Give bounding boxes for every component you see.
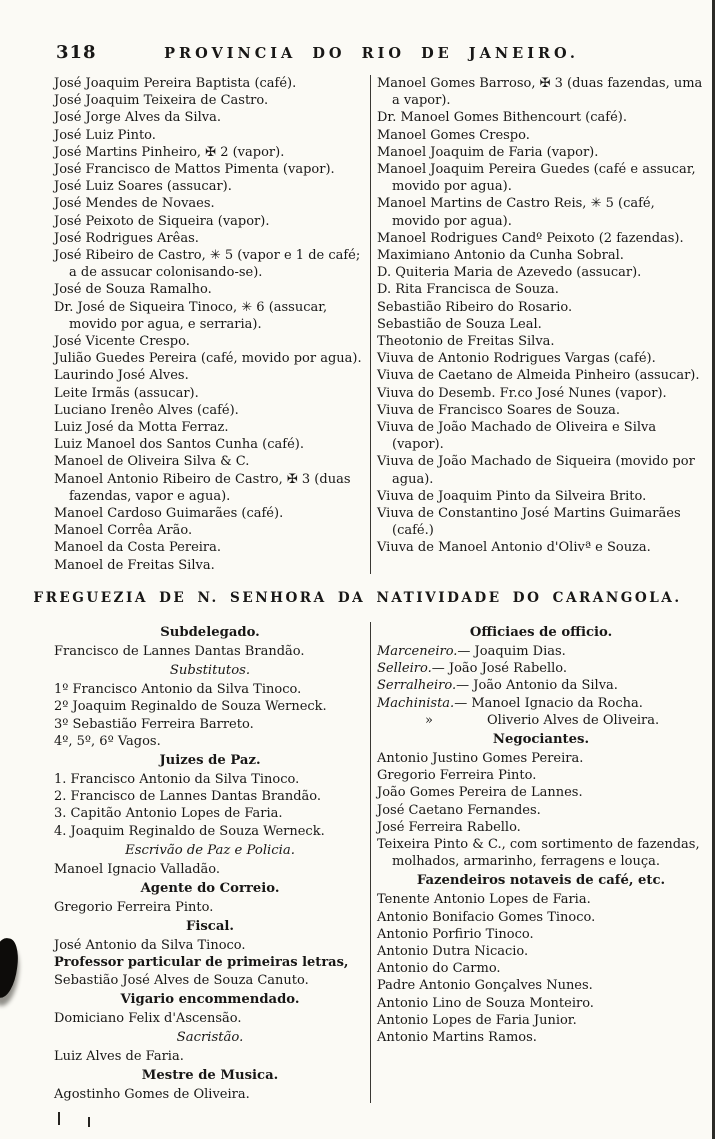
list-item: Antonio Lino de Souza Monteiro. bbox=[377, 995, 594, 1011]
list-item: Laurindo José Alves. bbox=[54, 368, 189, 384]
office-role-label: Serralheiro. bbox=[377, 678, 457, 694]
list-item: Antonio Lopes de Faria Junior. bbox=[377, 1012, 577, 1028]
list-item: Luiz José da Motta Ferraz. bbox=[54, 420, 229, 436]
list-item: » Oliverio Alves de Oliveira. bbox=[425, 712, 660, 728]
list-item: Theotonio de Freitas Silva. bbox=[377, 334, 555, 350]
list-item: D. Rita Francisca de Souza. bbox=[377, 282, 559, 298]
list-item: Manoel Joaquim de Faria (vapor). bbox=[377, 144, 599, 160]
list-item: Gregorio Ferreira Pinto. bbox=[54, 899, 214, 915]
list-item: José Joaquim Teixeira de Castro. bbox=[54, 93, 269, 109]
list-item: Dr. José de Siqueira Tinoco, ✳ 6 (assucar, movido por agua, e serraria). bbox=[54, 299, 328, 332]
list-item: Manoel da Costa Pereira. bbox=[54, 540, 222, 556]
list-item: Sebastião José Alves de Souza Canuto. bbox=[54, 972, 309, 988]
list-item: Manoel Cardoso Guimarães (café). bbox=[54, 506, 284, 522]
list-item: Viuva de Francisco Soares de Souza. bbox=[377, 402, 620, 418]
list-item: José Rodrigues Arêas. bbox=[54, 230, 199, 246]
list-item: Domiciano Felix d'Ascensão. bbox=[54, 1010, 242, 1026]
list-item: José Jorge Alves da Silva. bbox=[54, 110, 221, 126]
list-item: Gregorio Ferreira Pinto. bbox=[377, 768, 537, 784]
list-item: Padre Antonio Gonçalves Nunes. bbox=[377, 978, 593, 994]
sub-heading: Escrivão de Paz e Policia. bbox=[125, 842, 295, 858]
list-item: Dr. Manoel Gomes Bithencourt (café). bbox=[377, 110, 627, 126]
sub-heading: Mestre de Musica. bbox=[141, 1068, 279, 1084]
section-heading: FREGUEZIA DE N. SENHORA DA NATIVIDADE DO CARANGOLA. bbox=[33, 589, 682, 606]
list-item: Antonio do Carmo. bbox=[377, 961, 501, 977]
sub-heading: Vigario encommendado. bbox=[120, 991, 300, 1007]
list-item: Manoel Joaquim Pereira Guedes (café e assucar, movido por agua). bbox=[377, 162, 696, 195]
list-item: Teixeira Pinto & C., com sortimento de fazendas, molhados, armarinho, ferragens e louça. bbox=[377, 836, 700, 870]
list-item: José Francisco de Mattos Pimenta (vapor). bbox=[54, 162, 335, 178]
list-item: Manoel Gomes Crespo. bbox=[377, 127, 530, 143]
list-item: Julião Guedes Pereira (café, movido por agua). bbox=[54, 351, 362, 367]
list-item: Machinista.— Manoel Ignacio da Rocha. bbox=[377, 695, 643, 711]
list-item: José Caetano Fernandes. bbox=[377, 802, 541, 818]
list-item: 2º Joaquim Reginaldo de Souza Werneck. bbox=[54, 699, 327, 715]
list-item: D. Quiteria Maria de Azevedo (assucar). bbox=[377, 265, 642, 281]
list-item: Leite Irmãs (assucar). bbox=[54, 385, 199, 401]
list-item: Viuva do Desemb. Fr.co José Nunes (vapor). bbox=[377, 385, 667, 401]
list-item: Viuva de Constantino José Martins Guimarães (café.) bbox=[377, 506, 681, 539]
sub-heading: Fazendeiros notaveis de café, etc. bbox=[416, 873, 666, 889]
directory-left-column bbox=[54, 75, 366, 574]
list-item: Viuva de Joaquim Pinto da Silveira Brito. bbox=[377, 488, 647, 504]
list-item: Manoel Martins de Castro Reis, ✳ 5 (café, movido por agua). bbox=[377, 196, 655, 229]
scan-speck bbox=[88, 1117, 90, 1127]
office-role-label: Selleiro. bbox=[377, 661, 432, 677]
list-item: José Ferreira Rabello. bbox=[377, 819, 521, 835]
list-item: José Ribeiro de Castro, ✳ 5 (vapor e 1 de café; a de assucar colonisando-se). bbox=[54, 248, 361, 281]
sub-heading: Agente do Correio. bbox=[140, 880, 280, 896]
list-item: 4. Joaquim Reginaldo de Souza Werneck. bbox=[54, 823, 325, 839]
list-item: José de Souza Ramalho. bbox=[54, 282, 212, 298]
list-item: Manoel Corrêa Arão. bbox=[54, 523, 193, 539]
list-item: Francisco de Lannes Dantas Brandão. bbox=[54, 643, 305, 659]
list-item: Manoel Antonio Ribeiro de Castro, ✠ 3 (duas fazendas, vapor e agua). bbox=[54, 471, 351, 504]
list-item: Manoel Ignacio Valladão. bbox=[54, 861, 221, 877]
scan-speck bbox=[58, 1112, 60, 1125]
list-item: Antonio Bonifacio Gomes Tinoco. bbox=[377, 909, 596, 925]
list-item: José Antonio da Silva Tinoco. bbox=[54, 938, 246, 954]
list-item: Viuva de João Machado de Siqueira (movido por agua). bbox=[377, 454, 695, 487]
list-item: Luciano Irenêo Alves (café). bbox=[54, 402, 239, 418]
sub-heading: Subdelegado. bbox=[160, 624, 260, 640]
list-item: Luiz Manoel dos Santos Cunha (café). bbox=[54, 437, 304, 453]
sub-heading: Sacristão. bbox=[176, 1029, 244, 1045]
ditto-mark: » bbox=[425, 712, 433, 728]
list-item: Viuva de Caetano de Almeida Pinheiro (assucar). bbox=[377, 368, 700, 384]
directory-right-column bbox=[371, 75, 705, 574]
list-item: João Gomes Pereira de Lannes. bbox=[377, 785, 583, 801]
sub-heading: Officiaes de officio. bbox=[469, 624, 613, 640]
list-item: 3º Sebastião Ferreira Barreto. bbox=[54, 716, 254, 732]
list-item: José Peixoto de Siqueira (vapor). bbox=[54, 213, 270, 229]
list-item: Antonio Porfirio Tinoco. bbox=[377, 926, 534, 942]
list-item: Manoel Rodrigues Candº Peixoto (2 fazendas). bbox=[377, 230, 684, 246]
sub-heading: Juizes de Paz. bbox=[159, 752, 261, 768]
list-item: Sebastião Ribeiro do Rosario. bbox=[377, 299, 573, 315]
list-item: Sebastião de Souza Leal. bbox=[377, 316, 542, 332]
sub-heading: Negociantes. bbox=[492, 731, 590, 747]
list-item: Tenente Antonio Lopes de Faria. bbox=[377, 892, 591, 908]
page-number: 318 bbox=[56, 42, 97, 63]
list-item: Antonio Dutra Nicacio. bbox=[377, 943, 529, 959]
freguezia-left-column bbox=[54, 622, 366, 1103]
list-item: José Luiz Pinto. bbox=[54, 127, 156, 143]
list-item: 4º, 5º, 6º Vagos. bbox=[54, 733, 161, 749]
list-item: Agostinho Gomes de Oliveira. bbox=[54, 1087, 250, 1103]
list-item: Selleiro.— João José Rabello. bbox=[377, 661, 568, 677]
list-item: Professor particular de primeiras letras, bbox=[54, 955, 349, 971]
list-item: Antonio Martins Ramos. bbox=[377, 1029, 537, 1045]
list-item: José Luiz Soares (assucar). bbox=[54, 179, 232, 195]
list-item: Manoel de Freitas Silva. bbox=[54, 557, 215, 573]
list-item: Serralheiro.— João Antonio da Silva. bbox=[377, 678, 618, 694]
list-item: 1º Francisco Antonio da Silva Tinoco. bbox=[54, 682, 302, 698]
freguezia-columns bbox=[0, 618, 715, 1103]
directory-columns bbox=[0, 63, 715, 574]
sub-heading: Substitutos. bbox=[169, 663, 251, 679]
page-header bbox=[0, 0, 715, 63]
freguezia-right-column bbox=[371, 622, 705, 1103]
list-item: Marceneiro.— Joaquim Dias. bbox=[377, 643, 566, 659]
list-item: Luiz Alves de Faria. bbox=[54, 1048, 184, 1064]
list-item: José Joaquim Pereira Baptista (café). bbox=[54, 76, 297, 91]
list-item: 1. Francisco Antonio da Silva Tinoco. bbox=[54, 771, 300, 787]
list-item: 3. Capitão Antonio Lopes de Faria. bbox=[54, 806, 283, 822]
list-item: 2. Francisco de Lannes Dantas Brandão. bbox=[54, 789, 322, 805]
list-item: Viuva de João Machado de Oliveira e Silva (vapor). bbox=[377, 420, 657, 453]
list-item: Viuva de Manoel Antonio d'Olivª e Souza. bbox=[377, 540, 651, 556]
office-role-label: Marceneiro. bbox=[377, 643, 458, 659]
page-title: PROVINCIA DO RIO DE JANEIRO. bbox=[164, 45, 579, 62]
list-item: Maximiano Antonio da Cunha Sobral. bbox=[377, 248, 624, 264]
list-item: José Martins Pinheiro, ✠ 2 (vapor). bbox=[54, 144, 285, 160]
office-role-label: Machinista. bbox=[377, 695, 455, 711]
list-item: Manoel de Oliveira Silva & C. bbox=[54, 454, 250, 470]
list-item: Viuva de Antonio Rodrigues Vargas (café). bbox=[377, 351, 656, 367]
list-item: José Vicente Crespo. bbox=[54, 334, 190, 350]
list-item: Manoel Gomes Barroso, ✠ 3 (duas fazendas, uma a vapor). bbox=[377, 76, 703, 109]
list-item: José Mendes de Novaes. bbox=[54, 196, 215, 212]
sub-heading: Fiscal. bbox=[186, 919, 234, 935]
list-item: Antonio Justino Gomes Pereira. bbox=[377, 750, 584, 766]
